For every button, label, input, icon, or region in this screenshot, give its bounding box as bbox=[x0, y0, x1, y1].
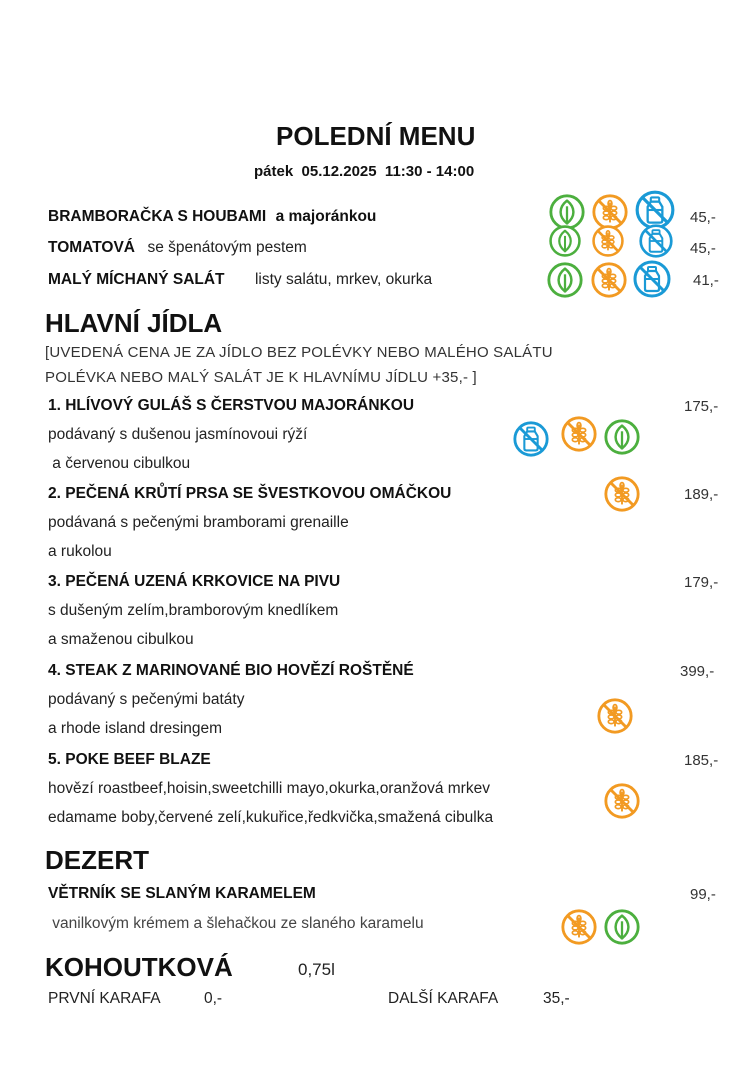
dessert-name: VĚTRNÍK SE SLANÝM KARAMELEM bbox=[48, 885, 316, 902]
tap-section-title: KOHOUTKOVÁ bbox=[45, 952, 233, 982]
dish-name: 4. STEAK Z MARINOVANÉ BIO HOVĚZÍ ROŠTĚNÉ bbox=[48, 662, 414, 679]
dish-desc-line1: s dušeným zelím,bramborovým knedlíkem bbox=[48, 602, 339, 619]
vegan-leaf-icon bbox=[546, 261, 584, 299]
dessert-price: 99,- bbox=[690, 886, 716, 903]
dish-desc-line2: edamame boby,červené zelí,kukuřice,ředkvička,smažená cibulka bbox=[48, 809, 494, 826]
dish-name: 1. HLÍVOVÝ GULÁŠ S ČERSTVOU MAJORÁNKOU bbox=[48, 397, 415, 414]
dish-desc-line1: podávaný s pečenými batáty bbox=[48, 691, 245, 708]
soup-item bbox=[48, 239, 307, 257]
soup-name: BRAMBORAČKA S HOUBAMI bbox=[48, 208, 267, 225]
gluten-free-icon bbox=[596, 697, 634, 735]
dish-name: 5. POKE BEEF BLAZE bbox=[48, 751, 211, 768]
tap-first-price: 0,- bbox=[204, 990, 223, 1007]
tap-next-label: DALŠÍ KARAFA bbox=[388, 990, 499, 1007]
soup-name: MALÝ MÍCHANÝ SALÁT bbox=[48, 271, 225, 288]
dish-desc-line2: a smaženou cibulkou bbox=[48, 631, 194, 648]
page-title: POLEDNÍ MENU bbox=[276, 121, 476, 151]
soup-desc: a majoránkou bbox=[275, 208, 377, 225]
gluten-free-icon bbox=[590, 261, 628, 299]
dish-name: 3. PEČENÁ UZENÁ KRKOVICE NA PIVU bbox=[48, 573, 341, 590]
main-section-title: HLAVNÍ JÍDLA bbox=[45, 308, 223, 338]
dish-desc-line2: a červenou cibulkou bbox=[48, 455, 191, 472]
dish-price: 175,- bbox=[684, 398, 719, 415]
dessert-desc: vanilkovým krémem a šlehačkou ze slaného karamelu bbox=[48, 915, 424, 932]
vegan-leaf-icon bbox=[603, 908, 641, 946]
lactose-free-icon bbox=[634, 223, 678, 259]
dish-price: 179,- bbox=[684, 574, 719, 591]
dish-desc-line2: a rhode island dresingem bbox=[48, 720, 223, 737]
soup-item bbox=[48, 271, 432, 289]
soup-price: 41,- bbox=[693, 272, 719, 289]
gluten-free-icon bbox=[560, 908, 598, 946]
gluten-free-icon bbox=[591, 224, 625, 258]
soup-item bbox=[48, 208, 376, 226]
soup-name: TOMATOVÁ bbox=[48, 239, 135, 256]
gluten-free-icon bbox=[603, 475, 641, 513]
main-note-line1: [UVEDENÁ CENA JE ZA JÍDLO BEZ POLÉVKY NEBO MALÉHO SALÁTU bbox=[45, 344, 553, 361]
main-note-line2: POLÉVKA NEBO MALÝ SALÁT JE K HLAVNÍMU JÍDLU +35,- ] bbox=[45, 369, 477, 386]
dish-price: 185,- bbox=[684, 752, 719, 769]
dish-price: 189,- bbox=[684, 486, 719, 503]
soup-price: 45,- bbox=[690, 240, 716, 257]
dish-desc-line2: a rukolou bbox=[48, 543, 112, 560]
vegan-leaf-icon bbox=[603, 418, 641, 456]
dessert-section-title: DEZERT bbox=[45, 845, 149, 875]
dish-price: 399,- bbox=[680, 663, 715, 680]
lactose-free-icon bbox=[512, 420, 550, 458]
tap-first-label: PRVNÍ KARAFA bbox=[48, 990, 161, 1007]
vegan-leaf-icon bbox=[548, 224, 582, 258]
menu-date: pátek 05.12.2025 11:30 - 14:00 bbox=[254, 163, 475, 180]
dish-desc-line1: podávaný s dušenou jasmínovoui rýží bbox=[48, 426, 308, 443]
soup-desc: listy salátu, mrkev, okurka bbox=[254, 271, 433, 288]
gluten-free-icon bbox=[560, 415, 598, 453]
dish-name: 2. PEČENÁ KRŮTÍ PRSA SE ŠVESTKOVOU OMÁČKOU bbox=[48, 485, 452, 502]
lactose-free-icon bbox=[628, 259, 676, 299]
gluten-free-icon bbox=[603, 782, 641, 820]
dish-desc-line1: hovězí roastbeef,hoisin,sweetchilli mayo,okurka,oranžová mrkev bbox=[48, 780, 490, 797]
tap-volume: 0,75l bbox=[298, 960, 335, 979]
soup-desc: se špenátovým pestem bbox=[147, 239, 307, 256]
soup-price: 45,- bbox=[690, 209, 716, 226]
tap-next-price: 35,- bbox=[543, 990, 570, 1007]
dish-desc-line1: podávaná s pečenými bramborami grenaille bbox=[48, 514, 349, 531]
